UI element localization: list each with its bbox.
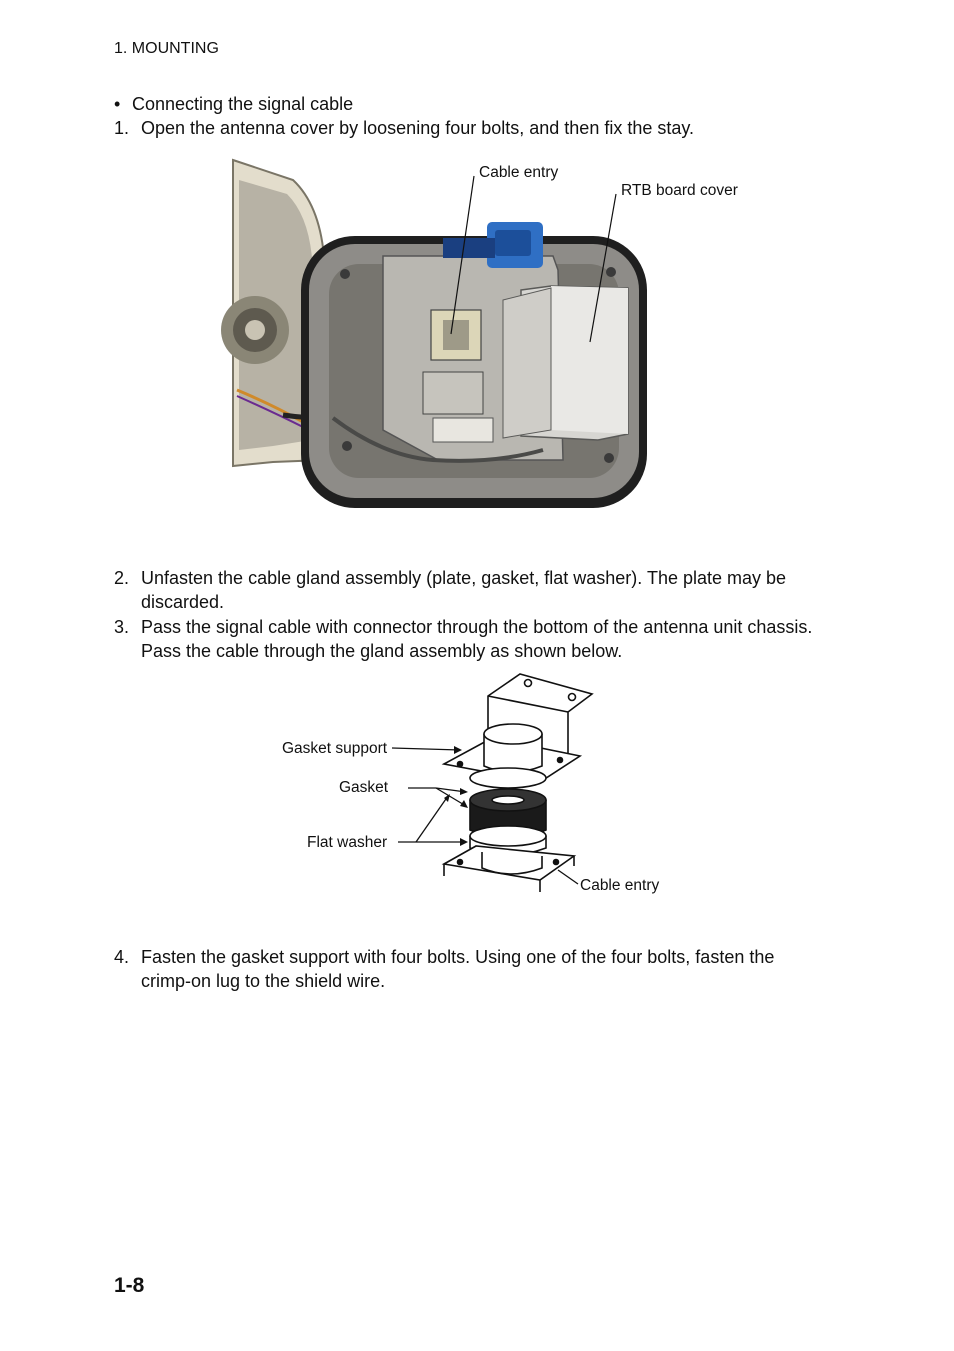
step-text [141, 945, 841, 993]
step-line: crimp-on lug to the shield wire. [141, 971, 386, 991]
step-line: Fasten the gasket support with four bolts. Using one of the four bolts, fasten the [141, 947, 775, 967]
step-line: Pass the cable through the gland assembly as shown below. [141, 641, 623, 661]
label-flat-washer: Flat washer [307, 834, 388, 851]
page-number: 1-8 [114, 1274, 145, 1297]
label-rtb-board-cover: RTB board cover [621, 182, 738, 199]
step-line: Unfasten the cable gland assembly (plate, gasket, flat washer). The plate may be [141, 568, 787, 588]
label-cable-entry: Cable entry [479, 164, 559, 181]
step-line: discarded. [141, 592, 225, 612]
label-gasket: Gasket [339, 779, 389, 796]
step-line: Open the antenna cover by loosening four bolts, and then fix the stay. [141, 118, 695, 138]
label-cable-entry-2: Cable entry [580, 877, 660, 894]
label-gasket-support: Gasket support [282, 740, 388, 757]
step-number: 3. [114, 617, 130, 637]
bullet-text: Connecting the signal cable [132, 94, 354, 114]
section-header: 1. MOUNTING [114, 40, 219, 57]
step-number: 4. [114, 947, 130, 967]
step-number: 2. [114, 568, 130, 588]
bullet-symbol: • [114, 94, 121, 114]
step-line: Pass the signal cable with connector through the bottom of the antenna unit chassis. [141, 617, 813, 637]
step-number: 1. [114, 118, 130, 138]
